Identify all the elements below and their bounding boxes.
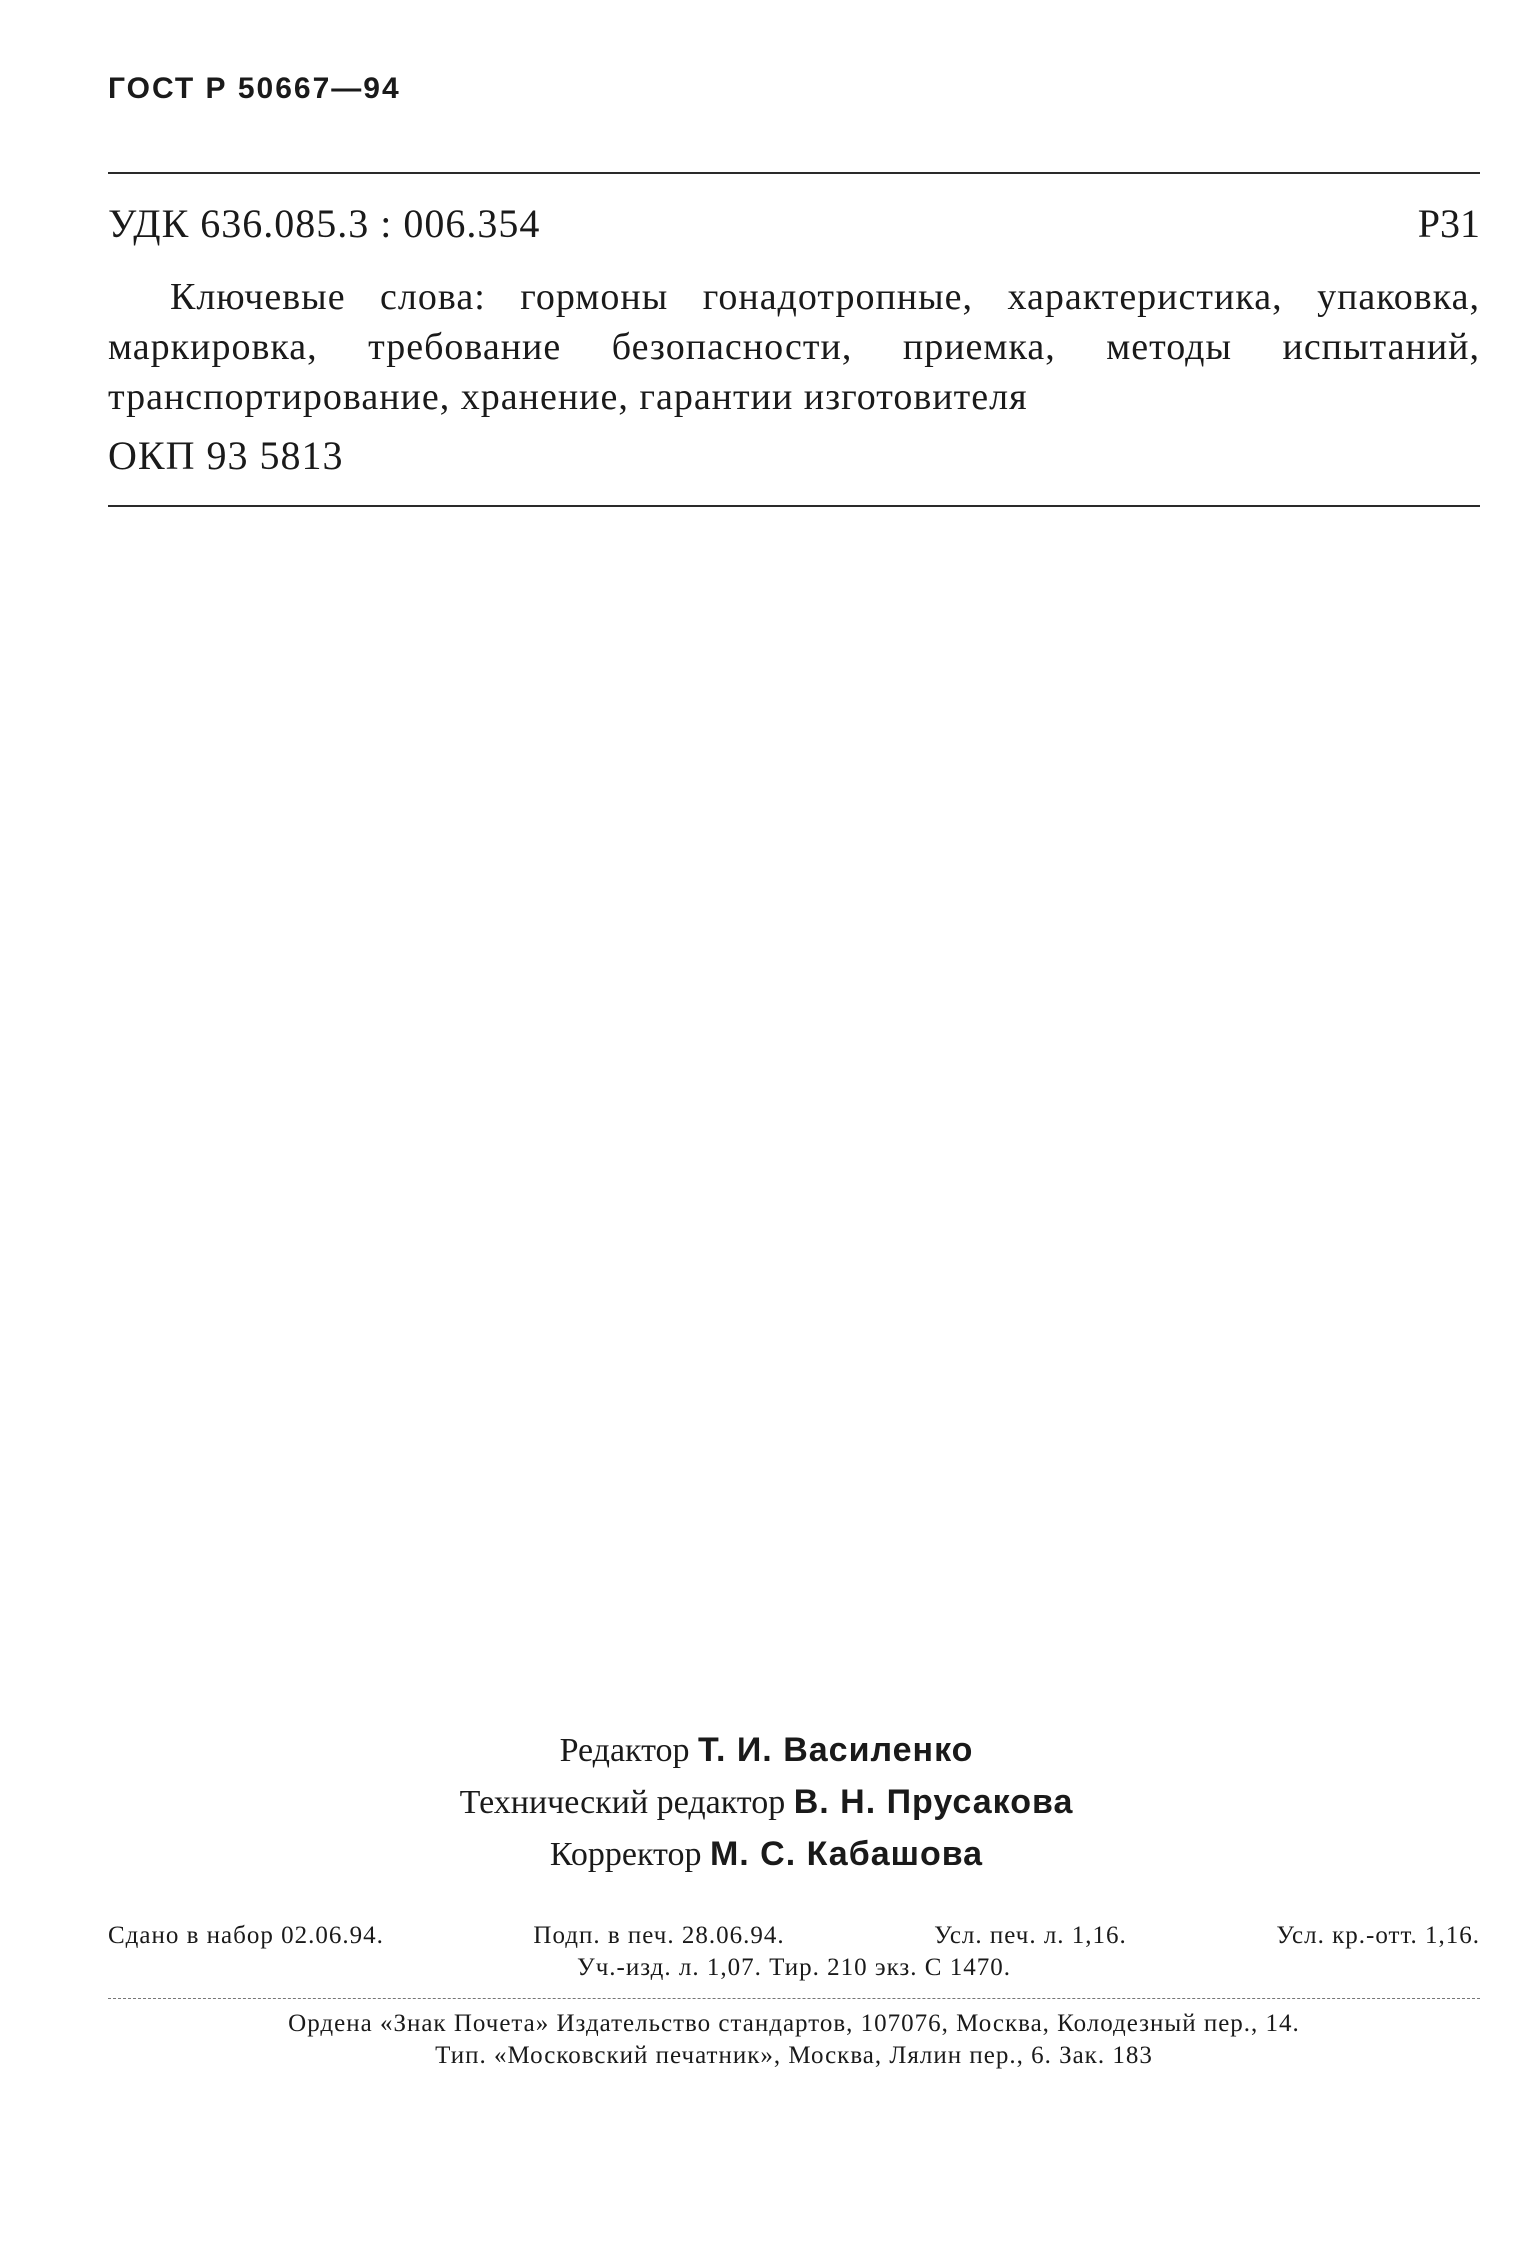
tech-editor-name: В. Н. Прусакова bbox=[793, 1783, 1074, 1821]
tech-editor-line bbox=[0, 1776, 1533, 1829]
signed-to-print: Подп. в печ. 28.06.94. bbox=[533, 1922, 785, 1949]
color-proofs: Усл. кр.-отт. 1,16. bbox=[1276, 1922, 1480, 1949]
top-divider bbox=[108, 172, 1480, 174]
corrector-name: М. С. Кабашова bbox=[709, 1835, 984, 1873]
keywords-paragraph: Ключевые слова: гормоны гонадотропные, характеристика, упаковка, маркировка, требование безопасности, приемка, методы испытаний, транспортирование, хранение, гарантии изготовителя bbox=[108, 276, 1480, 418]
group-code: Р31 bbox=[1417, 201, 1480, 246]
standard-number: ГОСТ Р 50667—94 bbox=[108, 72, 401, 105]
publisher-line: Ордена «Знак Почета» Издательство стандартов, 107076, Москва, Колодезный пер., 14. bbox=[288, 2010, 1300, 2037]
udk-code: УДК 636.085.3 : 006.354 bbox=[108, 201, 541, 246]
sent-to-typesetting: Сдано в набор 02.06.94. bbox=[108, 1922, 384, 1949]
print-info-row bbox=[108, 1920, 1480, 1952]
print-sheets: Усл. печ. л. 1,16. bbox=[934, 1922, 1127, 1949]
bottom-divider bbox=[108, 505, 1480, 507]
printer-line: Тип. «Московский печатник», Москва, Лялин пер., 6. Зак. 183 bbox=[435, 2042, 1153, 2069]
okp-code: ОКП 93 5813 bbox=[108, 433, 344, 478]
corrector-role: Корректор bbox=[549, 1836, 710, 1873]
editor-role: Редактор bbox=[559, 1732, 699, 1769]
editor-line bbox=[0, 1724, 1533, 1777]
print-info bbox=[108, 1920, 1480, 1984]
publisher-info bbox=[108, 2008, 1480, 2072]
corrector-line bbox=[0, 1828, 1533, 1881]
edition-info: Уч.-изд. л. 1,07. Тир. 210 экз. С 1470. bbox=[577, 1954, 1011, 1981]
tech-editor-role: Технический редактор bbox=[459, 1784, 794, 1821]
editor-name: Т. И. Василенко bbox=[698, 1731, 974, 1769]
imprint-divider bbox=[108, 1998, 1480, 1999]
